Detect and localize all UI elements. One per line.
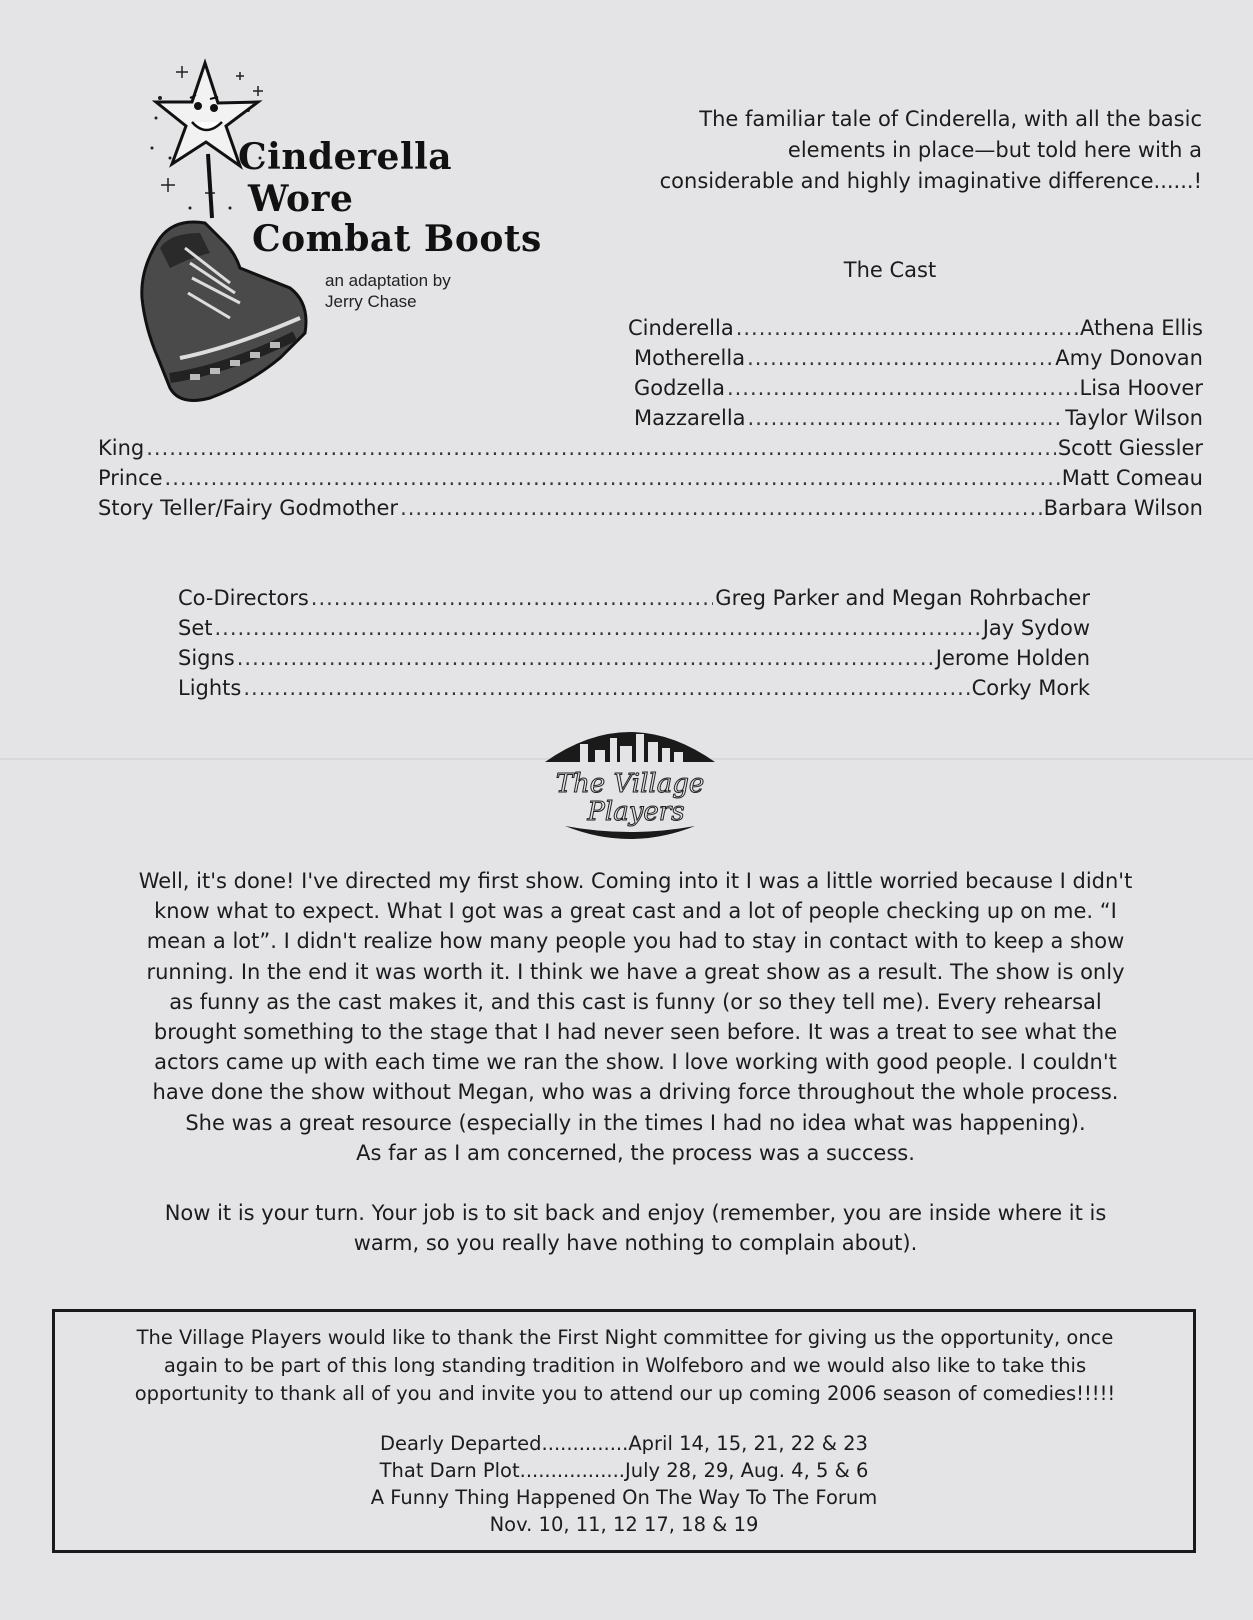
cast-actor: Scott Giessler (1057, 436, 1203, 460)
closing-line: warm, so you really have nothing to complain about). (353, 1231, 918, 1255)
logo-text-line-1: The Village (555, 769, 705, 799)
leader-dots (727, 376, 1078, 400)
crew-name: Greg Parker and Megan Rohrbacher (715, 586, 1090, 610)
cast-row (634, 406, 1203, 436)
cast-role: Story Teller/Fairy Godmother (98, 496, 399, 520)
crew-row (178, 646, 1090, 676)
leader-dots (748, 406, 1064, 430)
cast-role: Motherella (634, 346, 746, 370)
thanks-message (75, 1324, 1175, 1408)
cast-actor: Matt Comeau (1061, 466, 1203, 490)
season-schedule (55, 1430, 1193, 1538)
leader-dots (736, 316, 1078, 340)
logo-text-line-2: Players (587, 797, 685, 827)
leader-dots (165, 466, 1060, 490)
leader-dots (400, 496, 1042, 520)
cast-role: Godzella (634, 376, 725, 400)
adaptation-credit (325, 270, 451, 312)
note-line: As far as I am concerned, the process was a success. (356, 1140, 915, 1165)
note-line: as funny as the cast makes it, and this cast is funny (or so they tell me). Every rehearsal (169, 989, 1102, 1014)
season-line: Nov. 10, 11, 12 17, 18 & 19 (489, 1513, 759, 1536)
cast-row (98, 466, 1203, 496)
leader-dots (747, 346, 1053, 370)
note-line: know what to expect. What I got was a great cast and a lot of people checking up on me. “I (154, 899, 1117, 924)
note-line: running. In the end it was worth it. I think we have a great show as a result. The show is only (146, 959, 1125, 984)
leader-dots (243, 676, 969, 700)
crew-role: Lights (178, 676, 242, 700)
director-note (68, 866, 1203, 1168)
show-title-line-2: Wore (248, 178, 354, 220)
cast-actor: Amy Donovan (1055, 346, 1203, 370)
adaptation-author: Jerry Chase (325, 292, 417, 311)
note-line: She was a great resource (especially in the times I had no idea what was happening). (185, 1110, 1086, 1135)
skyline-emblem (540, 722, 720, 848)
intro-line-2: elements in place—but told here with a (787, 138, 1202, 162)
crew-role: Set (178, 616, 213, 640)
crew-role: Signs (178, 646, 235, 670)
cast-actor: Taylor Wilson (1065, 406, 1203, 430)
leader-dots (237, 646, 934, 670)
crew-name: Jerome Holden (935, 646, 1090, 670)
leader-dots (146, 436, 1056, 460)
crew-role: Co-Directors (178, 586, 309, 610)
show-title-line-3: Combat Boots (252, 218, 542, 260)
cast-heading: The Cast (843, 258, 937, 282)
note-line: actors came up with each time we ran the show. I love working with good people. I couldn't (154, 1050, 1117, 1075)
note-line: have done the show without Megan, who was a driving force throughout the whole process. (152, 1080, 1119, 1105)
season-line: Dearly Departed..............April 14, 15, 21, 22 & 23 (380, 1432, 868, 1455)
intro-line-3: considerable and highly imaginative difference......! (659, 169, 1202, 193)
note-line: brought something to the stage that I had never seen before. It was a treat to see what the (153, 1020, 1118, 1045)
cast-row (634, 376, 1203, 406)
village-players-logo (540, 722, 720, 848)
thanks-line: opportunity to thank all of you and invite you to attend our up coming 2006 season of comedies!!!!! (134, 1382, 1116, 1405)
cast-row (98, 436, 1203, 466)
season-line: That Darn Plot.................July 28, 29, Aug. 4, 5 & 6 (379, 1459, 869, 1482)
cast-role: Prince (98, 466, 163, 490)
cast-row (628, 316, 1203, 346)
thanks-line: again to be part of this long standing tradition in Wolfeboro and we would also like to take this (163, 1354, 1087, 1377)
crew-name: Jay Sydow (982, 616, 1090, 640)
show-title-line-1: Cinderella (238, 136, 453, 178)
adaptation-line-1: an adaptation by (325, 271, 451, 290)
intro-line-1: The familiar tale of Cinderella, with all the basic (699, 107, 1202, 131)
closing-line: Now it is your turn. Your job is to sit back and enjoy (remember, you are inside where it is (164, 1201, 1107, 1225)
cast-actor: Athena Ellis (1079, 316, 1203, 340)
cast-role: Cinderella (628, 316, 734, 340)
thanks-box (52, 1309, 1196, 1553)
cast-actor: Lisa Hoover (1079, 376, 1203, 400)
cast-role: Mazzarella (634, 406, 746, 430)
note-line: Well, it's done! I've directed my first show. Coming into it I was a little worried because I didn't (138, 869, 1133, 893)
cast-role: King (98, 436, 145, 460)
leader-dots (214, 616, 980, 640)
cast-row (634, 346, 1203, 376)
show-description (540, 104, 1202, 197)
crew-row (178, 586, 1090, 616)
crew-row (178, 616, 1090, 646)
leader-dots (311, 586, 714, 610)
director-closing (68, 1198, 1203, 1258)
cast-actor: Barbara Wilson (1043, 496, 1203, 520)
crew-row (178, 676, 1090, 706)
thanks-line: The Village Players would like to thank the First Night committee for giving us the opportunity, once (136, 1326, 1114, 1349)
show-logo (130, 58, 542, 418)
crew-name: Corky Mork (971, 676, 1090, 700)
cast-row (98, 496, 1203, 526)
season-line: A Funny Thing Happened On The Way To The Forum (370, 1486, 878, 1509)
note-line: mean a lot”. I didn't realize how many people you had to stay in contact with to keep a show (146, 929, 1125, 954)
